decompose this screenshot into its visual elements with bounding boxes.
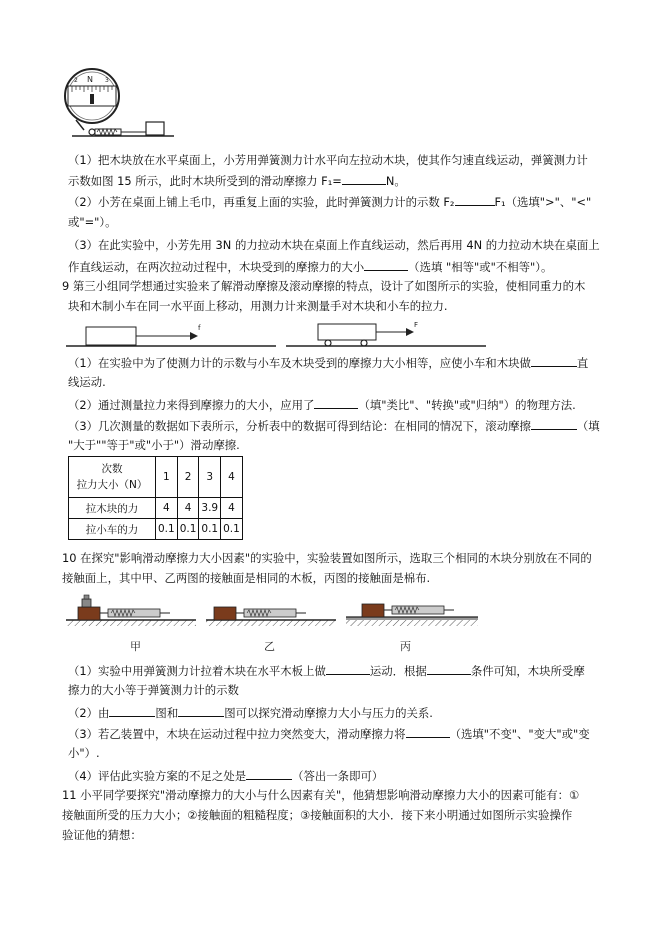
q9-part1-line2: 线运动. [68, 375, 106, 389]
label-yi: 乙 [264, 640, 275, 653]
header-force: 拉力大小（N） [76, 479, 148, 491]
table-cell: 3.9 [199, 498, 221, 519]
three-setups-figure [66, 592, 478, 656]
col-header: 3 [199, 457, 221, 498]
block-and-cart-figure [66, 318, 606, 350]
q1-part2-line2: 或"="）。 [68, 215, 117, 229]
table-cell: 4 [156, 498, 178, 519]
dial-n-label: N [87, 75, 93, 84]
answer-blank-fig-a[interactable] [109, 705, 155, 717]
answer-blank-friction-change[interactable] [406, 726, 450, 738]
q11-line2: 接触面所受的压力大小；②接触面的粗糙程度；③接触面积的大小．接下来小明通过如图所示实验操作 [62, 808, 573, 822]
answer-blank-f2[interactable] [455, 194, 495, 206]
row-label: 拉木块的力 [69, 498, 156, 519]
answer-blank-shortcoming[interactable] [246, 768, 292, 780]
q9-part3-line2: "大于""等于"或"小于"）滑动摩擦. [68, 438, 240, 452]
q1-part1-line2: 示数如图 15 所示，此时木块所受到的滑动摩擦力 F₁= N。 [68, 174, 406, 188]
label-bing: 丙 [400, 640, 411, 653]
q11-line3: 验证他的猜想： [62, 828, 142, 842]
arrow-label-2: F [414, 321, 419, 329]
table-cell: 0.1 [156, 519, 178, 540]
answer-blank-motion-type[interactable] [326, 663, 370, 675]
q1-part1-line1: （1）把木块放在水平桌面上，小芳用弹簧测力计水平向左拉动木块，使其作匀速直线运动，弹簧测力计 [68, 153, 588, 167]
q10-part3-line1: （3）若乙装置中，木块在运动过程中拉力突然变大，滑动摩擦力将 （选填"不变"、"变大"或"变 [68, 727, 590, 741]
answer-blank-motion[interactable] [531, 355, 577, 367]
svg-text:2: 2 [74, 77, 78, 84]
q9-part2: （2）通过测量拉力来得到摩擦力的大小，应用了 （填"类比"、"转换"或"归纳"）的物理方法. [68, 398, 576, 412]
col-header: 4 [221, 457, 243, 498]
answer-blank-fig-b[interactable] [178, 705, 224, 717]
answer-blank-method[interactable] [314, 397, 358, 409]
row-label: 拉小车的力 [69, 519, 156, 540]
q1-part2-line1: （2）小芳在桌面上铺上毛巾，再重复上面的实验，此时弹簧测力计的示数 F₂ F₁（选填">"、"<" [68, 195, 592, 209]
answer-blank-friction[interactable] [364, 259, 408, 271]
q1-part3-line2: 作直线运动，在两次拉动过程中，木块受到的摩擦力的大小 （选填 "相等"或"不相等"）。 [68, 260, 553, 274]
table-cell: 0.1 [221, 519, 243, 540]
friction-data-table [68, 456, 243, 540]
q11-line1: 11 小平同学要探究"滑动摩擦力的大小与什么因素有关"，他猜想影响滑动摩擦力大小的因素可能有：① [62, 788, 580, 802]
q1-part3-line1: （3）在此实验中，小芳先用 3N 的力拉动木块在桌面上作直线运动，然后再用 4N 的力拉动木块在桌面上 [68, 238, 600, 252]
q9-part1-line1: （1）在实验中为了使测力计的示数与小车及木块受到的摩擦力大小相等，应使小车和木块做 直 [68, 356, 589, 370]
col-header: 2 [177, 457, 199, 498]
table-header-cell [69, 457, 156, 498]
q9-intro-line1: 9 第三小组同学想通过实验来了解滑动摩擦及滚动摩擦的特点，设计了如图所示的实验，使相同重力的木 [62, 279, 586, 293]
label-jia: 甲 [130, 640, 141, 653]
table-row [69, 498, 243, 519]
spring-scale-figure [62, 68, 178, 144]
answer-blank-compare[interactable] [531, 418, 577, 430]
q10-part4: （4）评估此实验方案的不足之处是 （答出一条即可） [68, 769, 384, 783]
q10-part1-line2: 擦力的大小等于弹簧测力计的示数 [68, 683, 239, 697]
table-cell: 4 [221, 498, 243, 519]
answer-blank-f1[interactable] [342, 173, 386, 185]
header-trials: 次数 [101, 463, 123, 475]
q10-part2: （2）由 图和 图可以探究滑动摩擦力大小与压力的关系. [68, 706, 433, 720]
arrow-label-1: f [198, 324, 201, 332]
col-header: 1 [156, 457, 178, 498]
q9-intro-line2: 块和木制小车在同一水平面上移动，用测力计来测量手对木块和小车的拉力. [68, 299, 448, 313]
q10-intro-line2: 接触面上，其中甲、乙两图的接触面是相同的木板，丙图的接触面是棉布. [62, 571, 431, 585]
q10-part3-line2: 小"）. [68, 746, 100, 760]
table-cell: 0.1 [177, 519, 199, 540]
q9-part3-line1: （3）几次测量的数据如下表所示，分析表中的数据可得到结论：在相同的情况下，滚动摩擦 （填 [68, 419, 600, 433]
q10-intro-line1: 10 在探究"影响滑动摩擦力大小因素"的实验中，实验装置如图所示，选取三个相同的木块分别放在不同的 [62, 551, 592, 565]
table-cell: 0.1 [199, 519, 221, 540]
svg-text:3: 3 [105, 77, 109, 84]
table-cell: 4 [177, 498, 199, 519]
table-row [69, 519, 243, 540]
answer-blank-condition[interactable] [427, 663, 471, 675]
q10-part1-line1: （1）实验中用弹簧测力计拉着木块在水平木板上做 运动．根据 条件可知，木块所受摩 [68, 664, 585, 678]
